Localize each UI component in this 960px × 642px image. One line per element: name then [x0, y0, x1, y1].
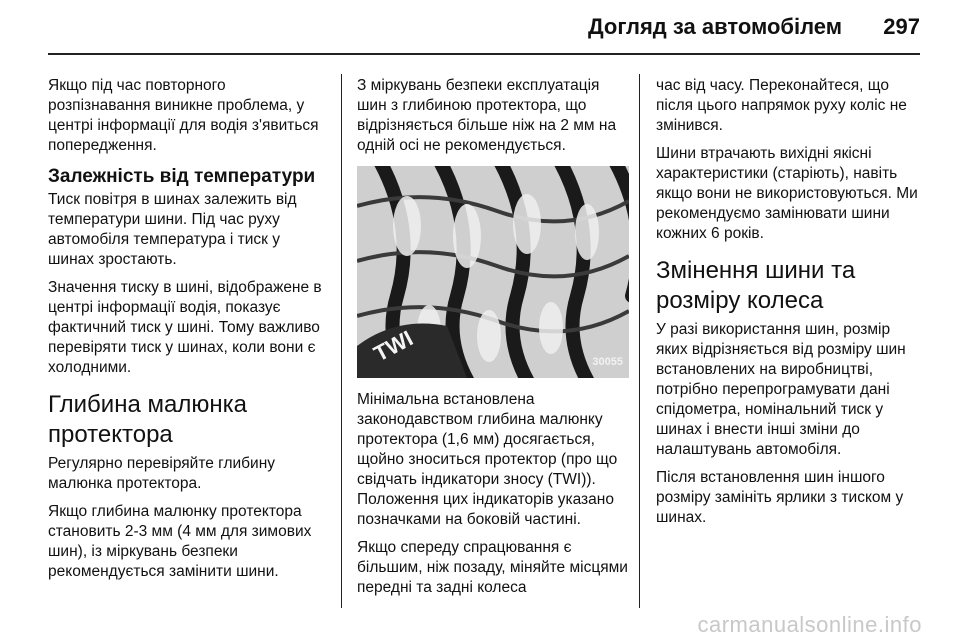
page-number: 297	[883, 14, 920, 39]
tire-tread-illustration	[357, 166, 629, 378]
paragraph-axle-difference: З міркувань безпеки експлуатація шин з глибиною протектора, що відрізняється більше ніж на 2 мм на одній осі не рекомендується.	[357, 77, 617, 154]
tread-wear-indicator-figure	[357, 166, 629, 378]
paragraph-direction-check: час від часу. Переконайтеся, що після цього напрямок руху коліс не змінився.	[656, 77, 907, 134]
column-divider-2	[639, 74, 640, 608]
watermark: carmanualsonline.info	[697, 612, 922, 637]
paragraph-rerecognition: Якщо під час повторного розпізнавання виникне проблема, у центрі інформації для водія з'явиться попередження.	[48, 77, 319, 154]
heading-temperature: Залежність від температури	[48, 166, 316, 187]
column-middle	[357, 76, 629, 606]
column-right	[656, 76, 922, 536]
paragraph-min-depth: Мінімальна встановлена законодавством глибина малюнку протектора (1,6 мм) досягається, щойно зноситься протектор (про що свідчать індикатори зносу (TWI)). Положення цих індикаторів указано позначками на боковій частині.	[357, 391, 618, 528]
heading-tread-depth: Глибина малюнка протектора	[48, 391, 247, 448]
paragraph-pressure-display: Значення тиску в шині, відображене в центрі інформації водія, показує фактичний тиск у шині. Тому важливо перевіряти тиск у шинах, коли вони є холодними.	[48, 279, 322, 376]
page-header-title: Догляд за автомобілем	[587, 14, 842, 39]
paragraph-tire-aging: Шини втрачають вихідні якісні характеристики (старіють), навіть якщо вони не використовуються. Ми рекомендуємо замінювати шини кожних 6 років.	[656, 145, 918, 242]
paragraph-check-tread: Регулярно перевіряйте глибину малюнка протектора.	[48, 455, 276, 492]
paragraph-reprogram: У разі використання шин, розмір яких відрізняється від розміру шин встановлених на виробництві, потрібно перепрограмувати дані спідометра, номінальний тиск у шинах і внести інші зміни до налаштувань автомобіля.	[656, 321, 906, 458]
heading-size-change: Змінення шини та розміру колеса	[656, 257, 856, 314]
twi-marking: TWI	[369, 325, 417, 367]
figure-code: 30055	[592, 356, 623, 368]
column-left	[48, 76, 330, 590]
paragraph-tread-limit: Якщо глибина малюнку протектора становить 2-3 мм (4 мм для зимових шин), із міркувань безпеки рекомендується замінити шини.	[48, 503, 312, 580]
paragraph-replace-labels: Після встановлення шин іншого розміру замініть ярлики з тиском у шинах.	[656, 469, 904, 526]
header-rule	[48, 53, 920, 55]
paragraph-swap-wheels: Якщо спереду спрацювання є більшим, ніж позаду, міняйте місцями передні та задні колеса	[357, 539, 628, 596]
column-divider-1	[341, 74, 342, 608]
paragraph-temperature: Тиск повітря в шинах залежить від температури шини. Під час руху автомобіля температура і тиск у шинах зростають.	[48, 191, 297, 268]
